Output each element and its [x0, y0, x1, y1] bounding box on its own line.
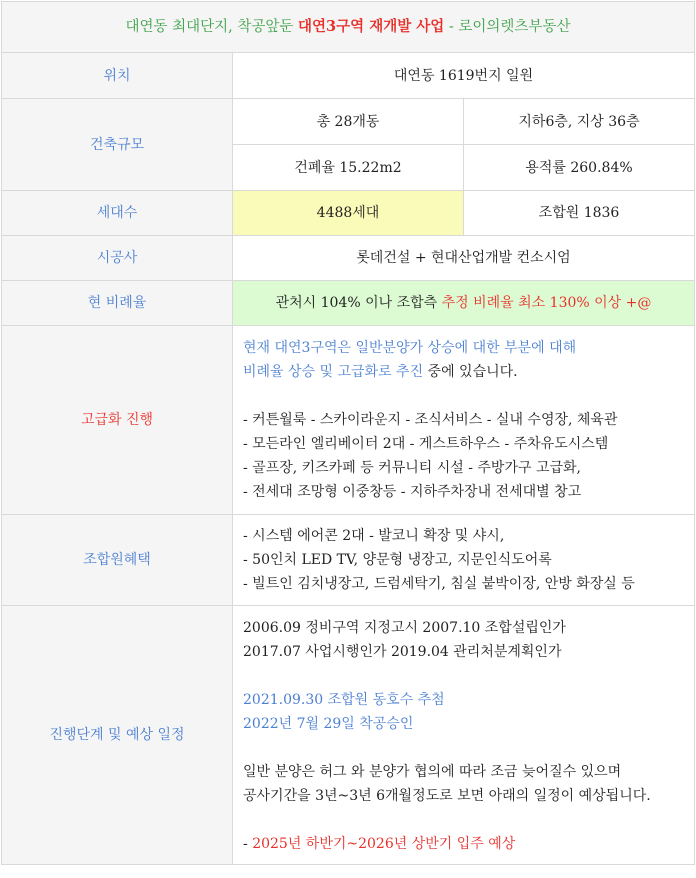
- schedule-content: [233, 606, 695, 865]
- schedule-label: 진행단계 및 예상 일정: [2, 606, 233, 865]
- premium-highlight: 비례율 상승 및 고급화로 추진: [243, 364, 424, 380]
- benefit-item: - 시스템 에어콘 2대 - 발코니 확장 및 샤시,: [243, 528, 505, 544]
- spacer: [243, 664, 684, 688]
- schedule-line: 공사기간을 3년~3년 6개월정도로 보면 아래의 일정이 예상됩니다.: [243, 788, 651, 804]
- title-source: - 로이의렛츠부동산: [444, 19, 571, 35]
- premium-label: 고급화 진행: [2, 326, 233, 515]
- households-label: 세대수: [2, 191, 233, 236]
- builder-value: 롯데건설 + 현대산업개발 컨소시엄: [233, 236, 695, 281]
- premium-item: - 골프장, 키즈카페 등 커뮤니티 시설 - 주방가구 고급화,: [243, 460, 581, 476]
- schedule-move-in-date: 2025년 하반기~2026년 상반기 입주 예상: [252, 836, 516, 852]
- building-label: 건축규모: [2, 99, 233, 191]
- schedule-line: 2022년 7월 29일 착공승인: [243, 716, 414, 732]
- schedule-move-in: [243, 832, 684, 856]
- project-info-table: [1, 1, 695, 865]
- ratio-value: [233, 281, 695, 326]
- ratio-current: 관처시 104% 이나 조합측: [275, 295, 442, 311]
- location-label: 위치: [2, 53, 233, 99]
- spacer: [243, 384, 684, 408]
- location-value: 대연동 1619번지 일원: [233, 53, 695, 99]
- households-total: 4488세대: [233, 191, 464, 236]
- schedule-line: 2017.07 사업시행인가 2019.04 관리처분계획인가: [243, 644, 562, 660]
- benefits-label: 조합원혜택: [2, 515, 233, 606]
- households-members: 조합원 1836: [464, 191, 695, 236]
- premium-status: 중에 있습니다.: [423, 364, 518, 380]
- benefits-content: [233, 515, 695, 606]
- premium-item: - 커튼월룩 - 스카이라운지 - 조식서비스 - 실내 수영장, 체육관: [243, 412, 618, 428]
- building-count: 총 28개동: [233, 99, 464, 145]
- title-intro: 대연동 최대단지, 착공앞둔: [125, 19, 299, 35]
- builder-label: 시공사: [2, 236, 233, 281]
- premium-content: [233, 326, 695, 515]
- building-coverage: 건폐율 15.22m2: [233, 145, 464, 191]
- ratio-label: 현 비례율: [2, 281, 233, 326]
- benefit-item: - 빌트인 김치냉장고, 드럼세탁기, 침실 붙박이장, 안방 화장실 등: [243, 576, 635, 592]
- spacer: [243, 808, 684, 832]
- building-floors: 지하6층, 지상 36층: [464, 99, 695, 145]
- premium-intro: 현재 대연3구역은 일반분양가 상승에 대한 부분에 대해: [243, 340, 577, 356]
- benefit-item: - 50인치 LED TV, 양문형 냉장고, 지문인식도어록: [243, 552, 552, 568]
- premium-intro-2: [243, 360, 684, 384]
- table-title: [2, 2, 695, 53]
- schedule-line: 2006.09 정비구역 지정고시 2007.10 조합설립인가: [243, 620, 566, 636]
- schedule-line: 2021.09.30 조합원 동호수 추첨: [243, 692, 445, 708]
- building-far: 용적률 260.84%: [464, 145, 695, 191]
- schedule-dash: -: [243, 836, 253, 852]
- premium-item: - 모든라인 엘리베이터 2대 - 게스트하우스 - 주차유도시스템: [243, 436, 609, 452]
- schedule-line: 일반 분양은 허그 와 분양가 협의에 따라 조금 늦어질수 있으며: [243, 764, 622, 780]
- ratio-estimate: 추정 비례율 최소 130% 이상 +@: [441, 295, 652, 311]
- premium-item: - 전세대 조망형 이중창등 - 지하주차장내 전세대별 창고: [243, 484, 582, 500]
- title-highlight: 대연3구역 재개발 사업: [298, 18, 445, 35]
- spacer: [243, 736, 684, 760]
